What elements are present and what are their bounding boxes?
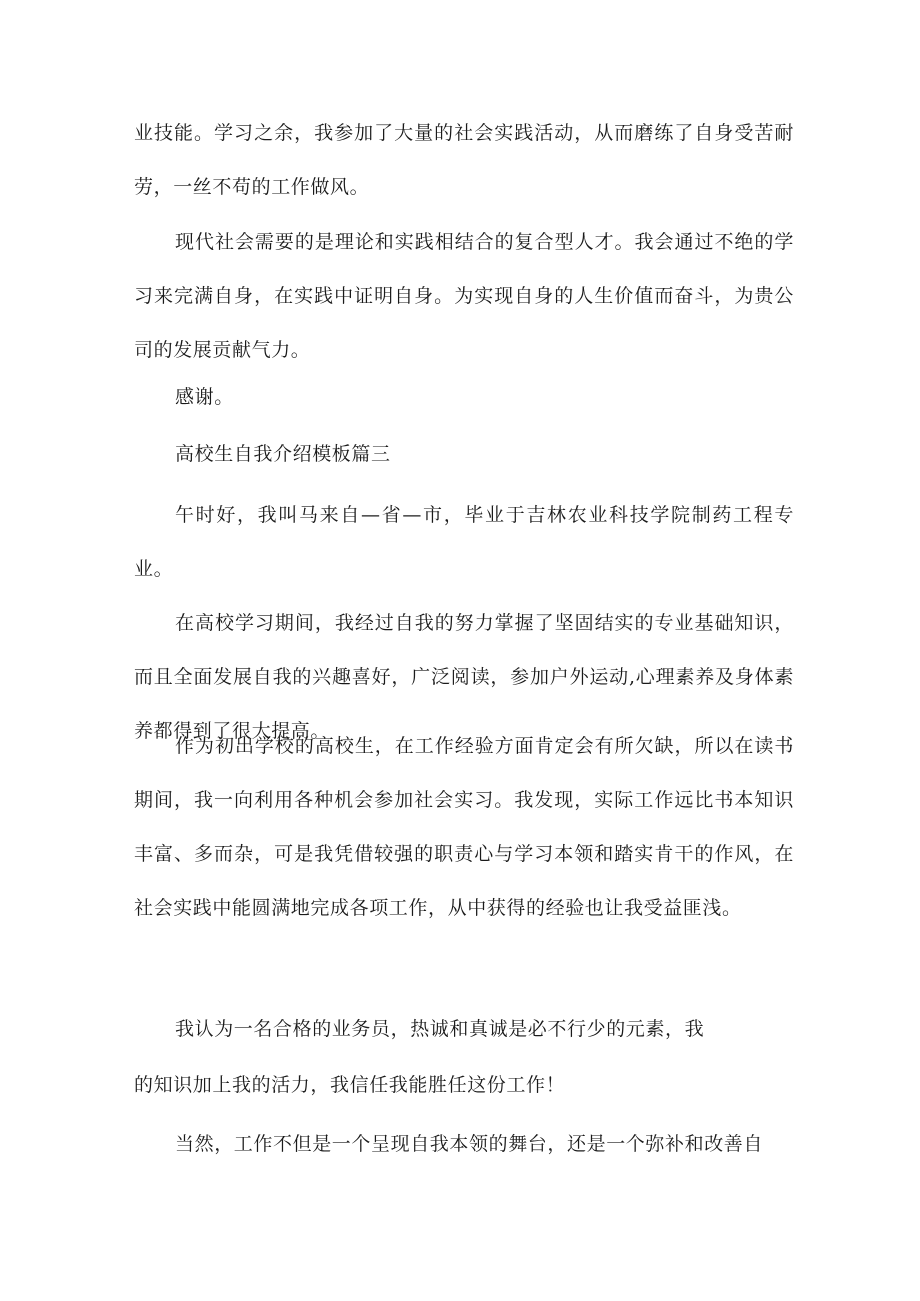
paragraph-study-period: 在高校学习期间，我经过自我的努力掌握了坚固结实的专业基础知识，而且全面发展自我的兴趣喜好，广泛阅读，参加户外运动,心理素养及身体素养都得到了很大提高。: [134, 612, 794, 742]
paragraph-salesperson-cont: 的知识加上我的活力，我信任我能胜任这份工作！: [134, 1074, 566, 1096]
paragraph-work-stage: 当然，工作不但是一个呈现自我本领的舞台，还是一个弥补和改善自: [175, 1133, 764, 1155]
paragraph-salesperson: 我认为一名合格的业务员，热诚和真诚是必不行少的元素，我: [175, 1018, 705, 1040]
paragraph-experience: 作为初出学校的高校生，在工作经验方面肯定会有所欠缺，所以在读书期间，我一向利用各种机会参加社会实习。我发现，实际工作远比书本知识丰富、多而杂，可是我凭借较强的职责心与学习本领和踏实肯干的作风，在社会实践中能圆满地完成各项工作，从中获得的经验也让我受益匪浅。: [134, 735, 794, 919]
paragraph-greeting: 午时好，我叫马来自—省—市，毕业于吉林农业科技学院制药工程专业。: [134, 504, 794, 580]
paragraph-thanks: 感谢。: [175, 386, 234, 408]
paragraph-continuation: 业技能。学习之余，我参加了大量的社会实践活动，从而磨练了自身受苦耐劳，一丝不苟的工作做风。: [134, 122, 794, 198]
paragraph-modern-society: 现代社会需要的是理论和实践相结合的复合型人才。我会通过不绝的学习来完满自身，在实践中证明自身。为实现自身的人生价值而奋斗，为贵公司的发展贡献气力。: [134, 231, 794, 361]
section-heading: 高校生自我介绍模板篇三: [175, 443, 391, 465]
